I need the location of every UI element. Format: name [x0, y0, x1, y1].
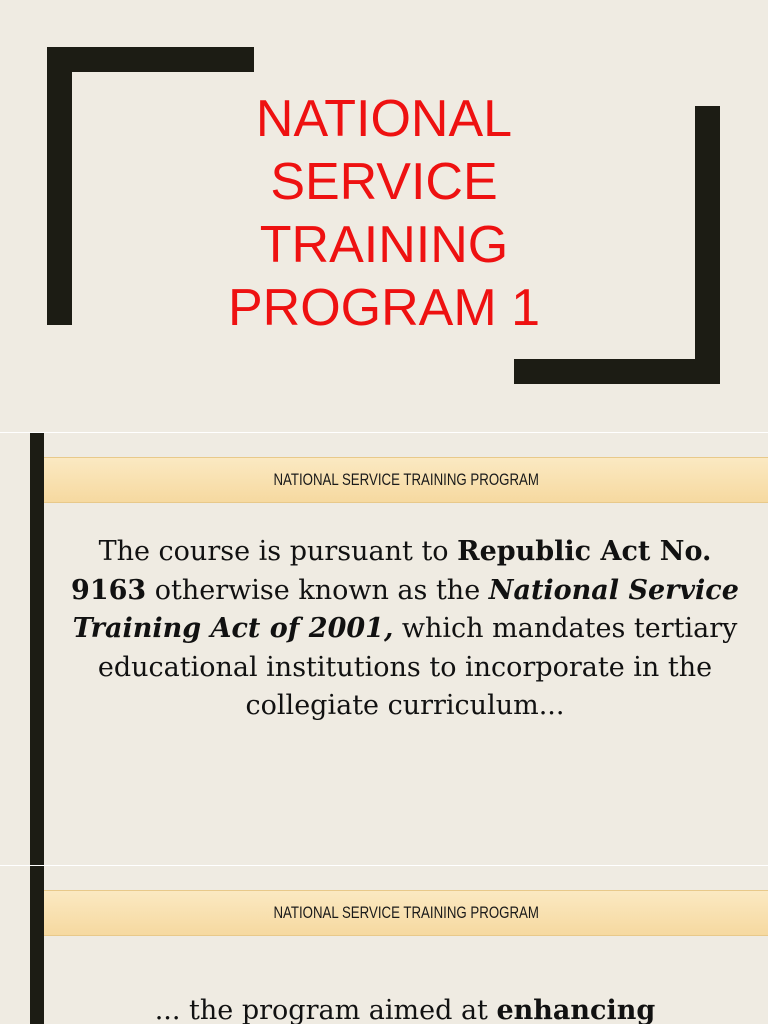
title-line-4: PROGRAM 1	[227, 279, 541, 337]
title-line-1: NATIONAL	[255, 90, 513, 148]
page-title	[150, 88, 618, 340]
side-accent-bar	[30, 866, 44, 1024]
slide-body-text	[70, 533, 740, 726]
republic-act-reference: Republic Act No. 9163	[71, 536, 712, 606]
slide-header-text: NATIONAL SERVICE TRAINING PROGRAM	[273, 903, 539, 922]
body-text-part-1: ... the program aimed at	[154, 995, 497, 1024]
title-slide	[0, 0, 768, 432]
side-accent-bar	[30, 433, 44, 865]
title-line-3: TRAINING	[259, 216, 509, 274]
slide-header-band	[44, 890, 768, 936]
content-slide-2	[0, 866, 768, 1024]
slide-body-text	[70, 992, 740, 1024]
frame-corner-top-left-vertical	[47, 47, 72, 325]
act-name: National Service Training Act of 2001,	[72, 574, 739, 644]
slide-header-text: NATIONAL SERVICE TRAINING PROGRAM	[273, 470, 539, 489]
body-text-bold: enhancing	[496, 995, 656, 1024]
frame-corner-bottom-right-vertical	[695, 106, 720, 384]
body-text-part-3: otherwise known as the	[146, 574, 489, 606]
content-slide-1	[0, 433, 768, 865]
title-line-2: SERVICE	[270, 153, 498, 211]
slide-header-band	[44, 457, 768, 503]
body-text-part-5: which mandates tertiary educational institutions to incorporate in the collegiate curriculum...	[97, 613, 738, 721]
body-text-part-1: The course is pursuant to	[98, 536, 458, 567]
frame-corner-bottom-right	[514, 359, 720, 384]
frame-corner-top-left	[47, 47, 254, 72]
